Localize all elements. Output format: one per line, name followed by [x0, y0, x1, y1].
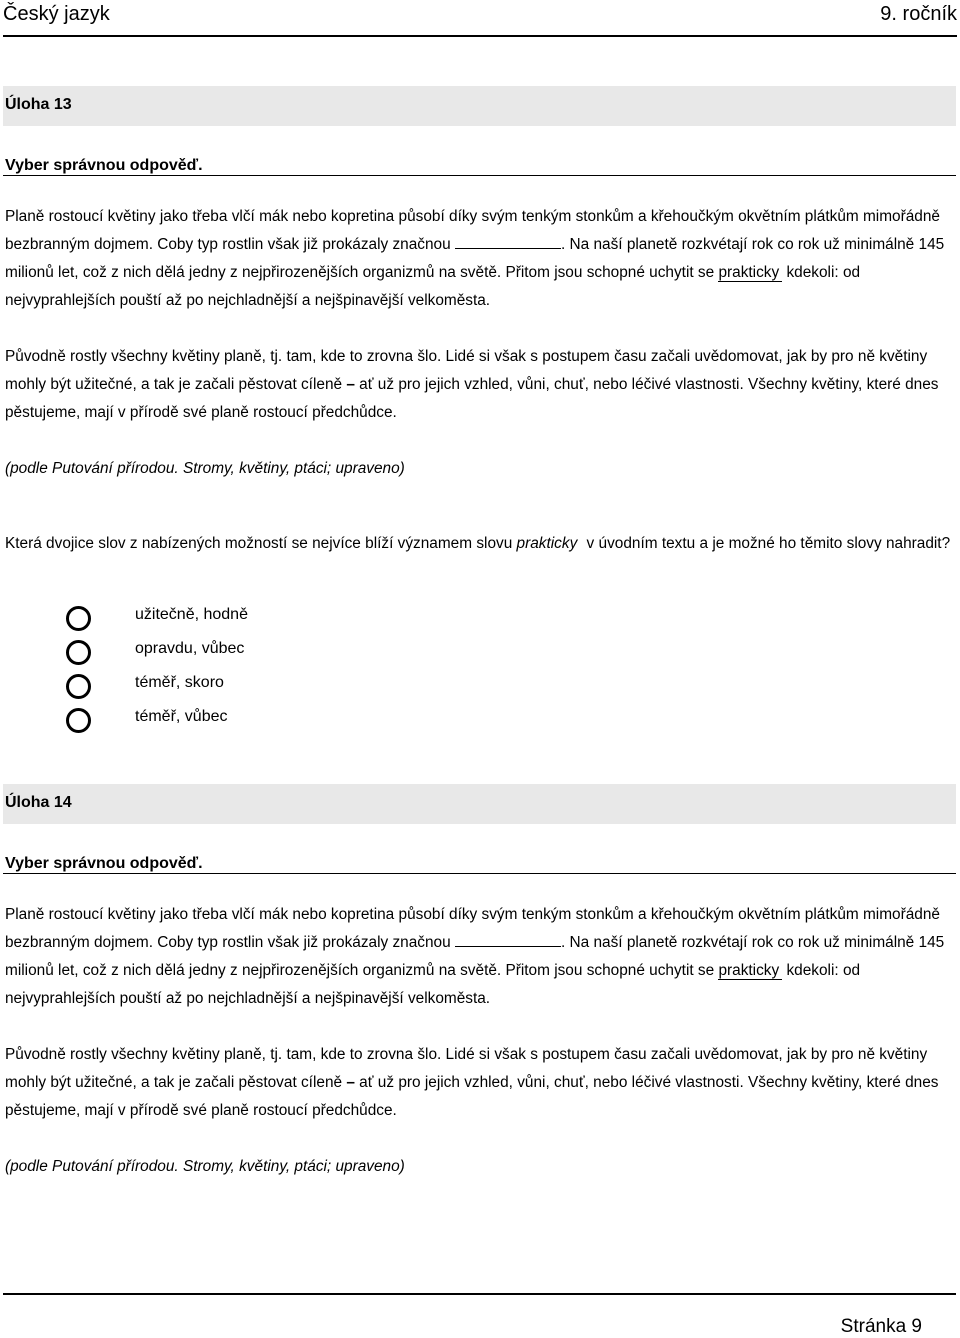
task-14-title: Úloha 14	[5, 794, 72, 811]
radio-button[interactable]	[66, 674, 91, 699]
task-13-header	[3, 86, 956, 126]
radio-button[interactable]	[66, 606, 91, 631]
grade-label: 9. ročník	[880, 3, 957, 25]
task-14-text-2	[5, 1041, 955, 1125]
underlined-word: prakticky	[718, 963, 782, 980]
radio-button[interactable]	[66, 640, 91, 665]
task-14-paragraph-1: Planě rostoucí květiny jako třeba vlčí mák nebo kopretina působí díky svým tenkým stonkům a křehoučkým okvětním plátkům mimořádně bezbranným dojmem. Coby typ rostlin však již prokázaly značnou . Na naší planetě rozkvétají rok co rok už minimálně 145 milionů let, což z nich dělá jedny z nejpřirozenějších organizmů na světě. Přitom jsou schopné uchytit se prakticky kdekoli: od nejvyprahlejších pouští až po nejchladnější a nejšpinavější velkoměsta.	[5, 906, 945, 1007]
underlined-word: prakticky	[718, 265, 782, 282]
question-keyword: prakticky	[516, 535, 578, 552]
task-14-paragraph-2: Původně rostly všechny květiny planě, tj. tam, kde to zrovna šlo. Lidé si však s postupem času začali uvědomovat, jak by pro ně květiny mohly být užitečné, a tak je začali pěstovat cíleně – ať už pro jejich vzhled, vůni, chuť, nebo léčivé vlastnosti. Všechny květiny, které dnes pěstujeme, mají v přírodě své planě rostoucí předchůdce.	[5, 1046, 939, 1119]
task-14-text	[5, 901, 955, 1013]
task-13-question: Která dvojice slov z nabízených možností se nejvíce blíží významem slovu prakticky v úvodním textu a je možné ho těmito slovy nahradit?	[5, 535, 951, 552]
task-14-instruction-rule	[3, 873, 956, 874]
task-13-text-2	[5, 343, 955, 427]
text-blank	[455, 234, 561, 249]
answer-option-label[interactable]: téměř, vůbec	[135, 708, 228, 725]
task-13-text	[5, 203, 955, 315]
text-blank	[455, 932, 561, 947]
task-13-source: (podle Putování přírodou. Stromy, květiny, ptáci; upraveno)	[5, 460, 405, 477]
task-13-title: Úloha 13	[5, 96, 72, 113]
task-13-paragraph-2: Původně rostly všechny květiny planě, tj. tam, kde to zrovna šlo. Lidé si však s postupem času začali uvědomovat, jak by pro ně květiny mohly být užitečné, a tak je začali pěstovat cíleně – ať už pro jejich vzhled, vůni, chuť, nebo léčivé vlastnosti. Všechny květiny, které dnes pěstujeme, mají v přírodě své planě rostoucí předchůdce.	[5, 348, 939, 421]
page-header	[0, 0, 960, 38]
subject-title: Český jazyk	[3, 3, 110, 25]
answer-option-label[interactable]: opravdu, vůbec	[135, 640, 245, 657]
task-14-source: (podle Putování přírodou. Stromy, květiny, ptáci; upraveno)	[5, 1158, 405, 1175]
answer-option-label[interactable]: téměř, skoro	[135, 674, 224, 691]
page-number: Stránka 9	[840, 1316, 922, 1337]
task-13-instruction: Vyber správnou odpověď.	[5, 157, 203, 174]
task-13-instruction-rule	[3, 175, 956, 176]
radio-button[interactable]	[66, 708, 91, 733]
task-14-header	[3, 784, 956, 824]
footer-divider	[3, 1293, 956, 1295]
task-14-instruction: Vyber správnou odpověď.	[5, 855, 203, 872]
task-13-paragraph-1: Planě rostoucí květiny jako třeba vlčí mák nebo kopretina působí díky svým tenkým stonkům a křehoučkým okvětním plátkům mimořádně bezbranným dojmem. Coby typ rostlin však již prokázaly značnou . Na naší planetě rozkvétají rok co rok už minimálně 145 milionů let, což z nich dělá jedny z nejpřirozenějších organizmů na světě. Přitom jsou schopné uchytit se prakticky kdekoli: od nejvyprahlejších pouští až po nejchladnější a nejšpinavější velkoměsta.	[5, 208, 945, 309]
answer-option-label[interactable]: užitečně, hodně	[135, 606, 248, 623]
header-divider	[3, 35, 957, 37]
